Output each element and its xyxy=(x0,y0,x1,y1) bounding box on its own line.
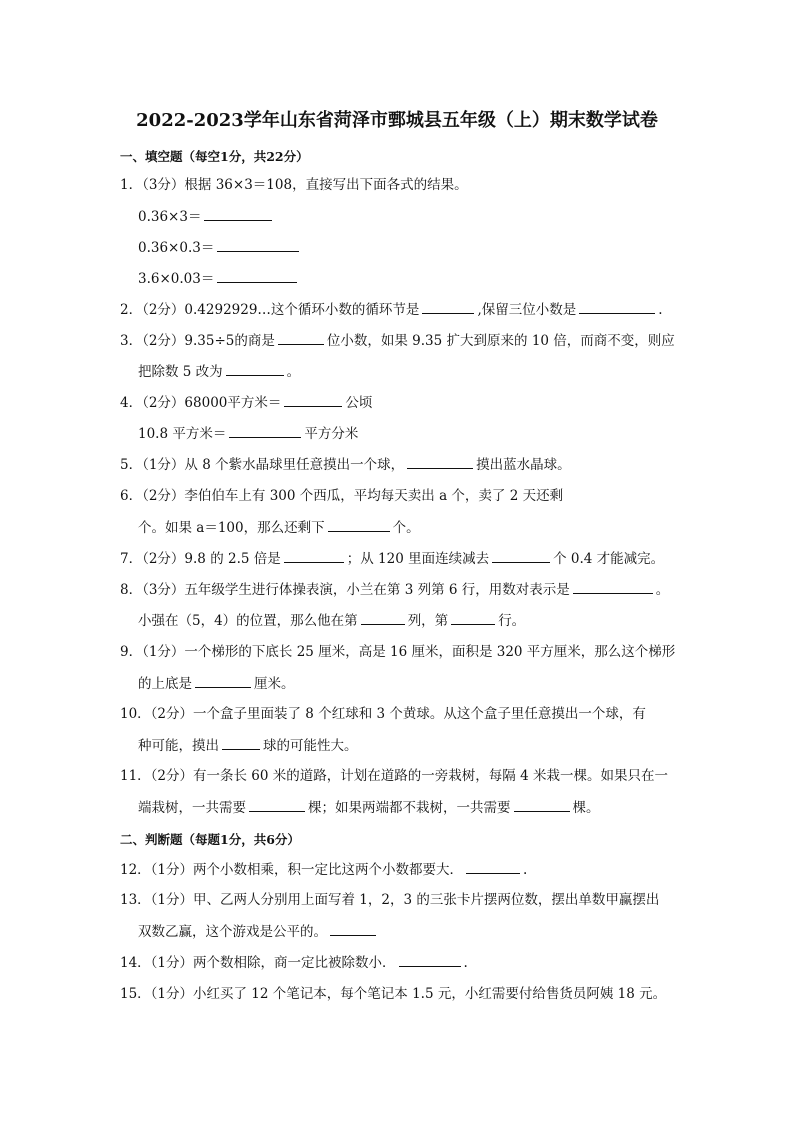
answer-blank[interactable] xyxy=(217,268,297,283)
answer-blank[interactable] xyxy=(328,517,390,532)
question-14: 14．（1分）两个数相除，商一定比被除数小． . xyxy=(120,952,468,973)
section-heading-fill-blank: 一、填空题（每空1分，共22分） xyxy=(120,149,309,164)
answer-blank[interactable] xyxy=(451,610,495,625)
question-9-line-2: 的上底是 厘米。 xyxy=(138,673,295,694)
answer-blank[interactable] xyxy=(226,361,284,376)
answer-blank[interactable] xyxy=(217,237,299,252)
question-7: 7．（2分）9.8 的 2.5 倍是 ；从 120 里面连续减去 个 0.4 才能减完。 xyxy=(120,548,664,569)
answer-blank[interactable] xyxy=(399,952,461,967)
answer-blank[interactable] xyxy=(204,206,272,221)
answer-blank[interactable] xyxy=(284,392,342,407)
question-12: 12．（1分）两个小数相乘，积一定比这两个小数都要大． . xyxy=(120,859,527,880)
question-10-line-2: 种可能，摸出 球的可能性大。 xyxy=(138,735,358,756)
question-3: 3．（2分）9.35÷5的商是 位小数，如果 9.35 扩大到原来的 10 倍，而商不变，则应 xyxy=(120,330,675,351)
question-1-item-a: 0.36×3＝ xyxy=(138,206,275,227)
question-1-item-c: 3.6×0.03＝ xyxy=(138,268,300,289)
question-9: 9．（1分）一个梯形的下底长 25 厘米，高是 16 厘米，面积是 320 平方厘米，那么这个梯形 xyxy=(120,644,676,660)
answer-blank[interactable] xyxy=(222,735,260,750)
section-heading-true-false: 二、判断题（每题1分，共6分） xyxy=(120,832,300,847)
answer-blank[interactable] xyxy=(492,548,550,563)
question-5: 5．（1分）从 8 个紫水晶球里任意摸出一个球， 摸出蓝水晶球。 xyxy=(120,454,571,475)
answer-blank[interactable] xyxy=(229,423,301,438)
answer-blank[interactable] xyxy=(278,330,324,345)
question-4: 4．（2分）68000平方米＝ 公顷 xyxy=(120,392,372,413)
question-15: 15．（1分）小红买了 12 个笔记本，每个笔记本 1.5 元，小红需要付给售货员阿姨 18 元。 xyxy=(120,986,667,1002)
answer-blank[interactable] xyxy=(514,797,570,812)
page-title: 2022-2023学年山东省菏泽市鄄城县五年级（上）期末数学试卷 xyxy=(136,110,658,131)
question-6: 6．（2分）李伯伯车上有 300 个西瓜，平均每天卖出 a 个，卖了 2 天还剩 xyxy=(120,488,564,504)
question-10: 10．（2分）一个盒子里面装了 8 个红球和 3 个黄球。从这个盒子里任意摸出一个球，有 xyxy=(120,706,646,722)
question-8: 8．（3分）五年级学生进行体操表演，小兰在第 3 列第 6 行，用数对表示是 。 xyxy=(120,579,669,600)
answer-blank[interactable] xyxy=(249,797,305,812)
question-3-line-2: 把除数 5 改为 。 xyxy=(138,361,300,382)
question-2: 2．（2分）0.4292929…这个循环小数的循环节是 ,保留三位小数是 . xyxy=(120,299,663,320)
question-1-item-b: 0.36×0.3＝ xyxy=(138,237,302,258)
question-11: 11．（2分）有一条长 60 米的道路，计划在道路的一旁栽树，每隔 4 米栽一棵。如果只在一 xyxy=(120,768,668,784)
question-13-line-2: 双数乙赢，这个游戏是公平的。 xyxy=(138,921,379,942)
question-6-line-2: 个。如果 a＝100，那么还剩下 个。 xyxy=(138,517,420,538)
answer-blank[interactable] xyxy=(579,299,655,314)
answer-blank[interactable] xyxy=(284,548,344,563)
question-13: 13．（1分）甲、乙两人分别用上面写着 1，2，3 的三张卡片摆两位数，摆出单数甲赢摆出 xyxy=(120,892,660,908)
answer-blank[interactable] xyxy=(195,673,251,688)
answer-blank[interactable] xyxy=(466,859,520,874)
answer-blank[interactable] xyxy=(330,921,376,936)
question-4-line-2: 10.8 平方米＝ 平方分米 xyxy=(138,423,358,444)
answer-blank[interactable] xyxy=(361,610,405,625)
question-1: 1．（3分）根据 36×3＝108，直接写出下面各式的结果。 xyxy=(120,177,468,193)
answer-blank[interactable] xyxy=(573,579,653,594)
answer-blank[interactable] xyxy=(422,299,474,314)
answer-blank[interactable] xyxy=(407,454,473,469)
question-8-line-2: 小强在（5，4）的位置，那么他在第 列，第 行。 xyxy=(138,610,525,631)
question-11-line-2: 端栽树，一共需要 棵；如果两端都不栽树，一共需要 棵。 xyxy=(138,797,600,818)
